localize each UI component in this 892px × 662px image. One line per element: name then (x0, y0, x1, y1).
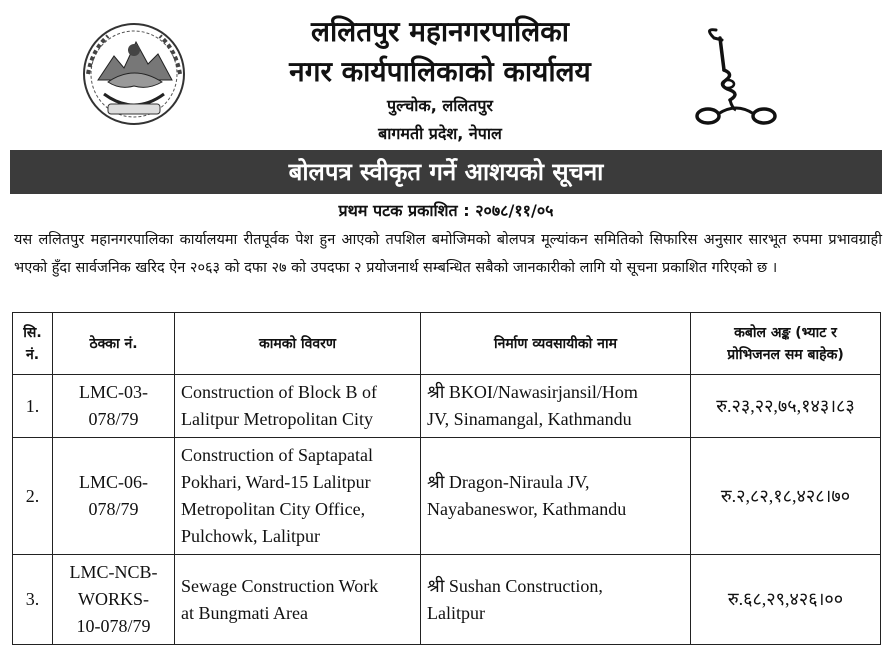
publication-date: प्रथम पटक प्रकाशित : २०७८/११/०५ (338, 201, 554, 220)
cell-contractor (421, 375, 691, 438)
notice-paragraph: यस ललितपुर महानगरपालिका कार्यालयमा रीतपूर्वक पेश हुन आएको तपशिल बमोजिमको बोलपत्र मूल्यांकन समितिको सिफारिस अनुसार सारभूत रुपमा प्रभावग्राही भएको हुँदा सार्वजनिक खरिद ऐन २०६३ को दफा २७ को उपदफा २ प्रयोजनार्थ सम्बन्धित सबैको जानकारीको लागि यो सूचना प्रकाशित गरिएको छ । (14, 232, 882, 276)
contractor-line: श्री Dragon-Niraula JV, (427, 472, 590, 492)
contractor-line: श्री BKOI/Nawasirjansil/Hom (427, 382, 638, 402)
contractor-line: श्री Sushan Construction, (427, 575, 603, 596)
contract-no-line: LMC-03- (79, 382, 148, 402)
contract-no-line: 10-078/79 (76, 616, 151, 636)
cell-amount: रु.२,८२,१८,४२८।७० (691, 438, 881, 555)
cell-amount: रु.६८,२९,४२६।०० (691, 555, 881, 645)
cell-description (175, 375, 421, 438)
contract-no-line: LMC-06- (79, 472, 148, 492)
cell-serial: 1. (13, 375, 53, 438)
table-row (13, 555, 881, 645)
table-header-row (13, 313, 881, 375)
header-amount (691, 313, 881, 375)
cell-serial: 2. (13, 438, 53, 555)
office-address-line1: पुल्चोक, ललितपुर (387, 96, 493, 115)
header-contract-no: ठेक्का नं. (53, 313, 175, 375)
nepal-government-emblem-icon (78, 20, 190, 128)
cell-contract-no (53, 375, 175, 438)
header-serial-line1: सि. (23, 324, 42, 341)
table-row (13, 375, 881, 438)
office-name-line2: नगर कार्यपालिकाको कार्यालय (289, 55, 591, 88)
header-amount-line2: प्रोभिजनल सम बाहेक) (727, 346, 844, 363)
office-name-line1: ललितपुर महानगरपालिका (310, 15, 570, 48)
contract-table (12, 312, 881, 645)
header-serial (13, 313, 53, 375)
description-line: Construction of Saptapatal (181, 445, 373, 465)
contract-no-line: WORKS- (78, 589, 149, 609)
contract-no-line: 078/79 (88, 409, 139, 429)
lalitpur-metropolitan-logo-icon (690, 22, 790, 132)
header-serial-line2: नं. (25, 346, 40, 363)
contractor-line: Lalitpur (427, 602, 485, 623)
cell-contract-no (53, 438, 175, 555)
contract-no-line: LMC-NCB- (69, 562, 158, 582)
cell-description (175, 438, 421, 555)
header-amount-line1: कबोल अङ्क (भ्याट र (734, 324, 837, 341)
notice-title-banner: बोलपत्र स्वीकृत गर्ने आशयको सूचना (10, 150, 882, 194)
contract-no-line: 078/79 (88, 499, 139, 519)
description-line: Metropolitan City Office, (181, 499, 366, 519)
description-line: Lalitpur Metropolitan City (181, 409, 373, 429)
cell-contractor (421, 438, 691, 555)
contractor-line: Nayabaneswor, Kathmandu (427, 499, 627, 519)
header-contractor: निर्माण व्यवसायीको नाम (421, 313, 691, 375)
description-line: Sewage Construction Work (181, 575, 379, 596)
notice-header (0, 0, 892, 150)
cell-contract-no (53, 555, 175, 645)
description-line: Pokhari, Ward-15 Lalitpur (181, 472, 371, 492)
cell-amount: रु.२३,२२,७५,१४३।८३ (691, 375, 881, 438)
cell-description (175, 555, 421, 645)
cell-serial: 3. (13, 555, 53, 645)
contractor-line: JV, Sinamangal, Kathmandu (427, 409, 632, 429)
cell-contractor (421, 555, 691, 645)
table-row (13, 438, 881, 555)
description-line: Construction of Block B of (181, 382, 377, 402)
description-line: Pulchowk, Lalitpur (181, 526, 320, 546)
header-description: कामको विवरण (175, 313, 421, 375)
office-address-line2: बागमती प्रदेश, नेपाल (378, 124, 502, 143)
description-line: at Bungmati Area (181, 602, 308, 623)
